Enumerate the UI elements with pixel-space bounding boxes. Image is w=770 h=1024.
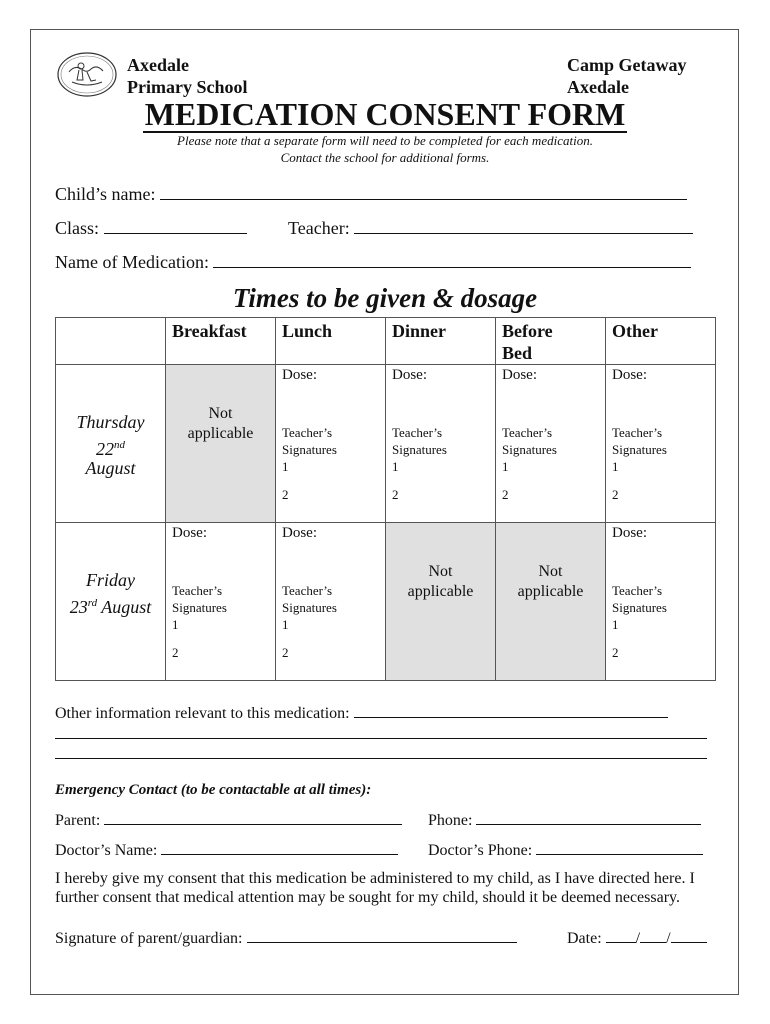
doctor-name-line[interactable] (161, 840, 398, 855)
medication-field[interactable] (55, 252, 691, 273)
medication-label: Name of Medication: (55, 252, 209, 272)
school-name-line2: Primary School (127, 77, 248, 97)
col-dinner: Dinner (386, 318, 496, 365)
camp-name-line2: Axedale (567, 77, 629, 97)
table-row (56, 523, 716, 681)
dose-cell[interactable]: Dose: Teacher’s Signatures 1 2 (606, 365, 716, 523)
col-lunch: Lunch (276, 318, 386, 365)
doctor-phone-line[interactable] (536, 840, 703, 855)
date-separator: / (666, 930, 671, 947)
childs-name-line[interactable] (160, 185, 687, 200)
day-date: 23rd August (69, 597, 152, 617)
childs-name-label: Child’s name: (55, 184, 156, 204)
date-separator: / (635, 930, 641, 947)
signature-line[interactable] (247, 928, 517, 943)
dose-cell[interactable]: Dose: Teacher’s Signatures 1 2 (606, 523, 716, 681)
doctor-phone-label: Doctor’s Phone: (428, 842, 533, 859)
day-cell-thursday (56, 365, 166, 523)
phone-line[interactable] (476, 810, 701, 825)
parent-line[interactable] (104, 810, 402, 825)
date-label: Date: (567, 930, 602, 947)
date-year-line[interactable] (671, 928, 707, 943)
consent-text: I hereby give my consent that this medication be administered to my child, as I have directed here. I further consent that medical attention may be sought for my child, should it be deemed necessary. (55, 870, 695, 906)
not-applicable-cell: Not applicable (166, 365, 276, 523)
dose-cell[interactable]: Dose: Teacher’s Signatures 1 2 (386, 365, 496, 523)
schedule-table (55, 317, 716, 681)
col-breakfast: Breakfast (166, 318, 276, 365)
teacher-label: Teacher: (288, 218, 350, 238)
col-before-bed: Before Bed (496, 318, 606, 365)
school-logo-icon (57, 52, 117, 97)
class-label: Class: (55, 218, 100, 238)
corner-cell (56, 318, 166, 365)
doctor-name-field[interactable] (55, 840, 398, 860)
day-date: 22nd (96, 439, 125, 459)
doctor-phone-field[interactable] (428, 840, 703, 860)
day-name: Friday (86, 570, 135, 590)
signature-label: Signature of parent/guardian: (55, 930, 243, 947)
doctor-name-label: Doctor’s Name: (55, 842, 158, 859)
phone-label: Phone: (428, 812, 473, 829)
form-title: MEDICATION CONSENT FORM (144, 96, 626, 132)
other-info-label: Other information relevant to this medication: (55, 705, 350, 722)
not-applicable-cell: Not applicable (496, 523, 606, 681)
class-line[interactable] (104, 219, 247, 234)
dose-cell[interactable]: Dose: Teacher’s Signatures 1 2 (276, 523, 386, 681)
dose-cell[interactable]: Dose: Teacher’s Signatures 1 2 (166, 523, 276, 681)
not-applicable-cell: Not applicable (386, 523, 496, 681)
phone-field[interactable] (428, 810, 701, 830)
date-field[interactable] (567, 928, 707, 948)
emergency-heading: Emergency Contact (to be contactable at all times): (55, 782, 372, 798)
table-row (56, 365, 716, 523)
day-cell-friday (56, 523, 166, 681)
medication-line[interactable] (213, 253, 691, 268)
dose-cell[interactable]: Dose: Teacher’s Signatures 1 2 (496, 365, 606, 523)
parent-field[interactable] (55, 810, 402, 830)
date-month-line[interactable] (640, 928, 666, 943)
dose-cell[interactable]: Dose: Teacher’s Signatures 1 2 (276, 365, 386, 523)
other-info-line[interactable] (354, 703, 668, 718)
table-header-row (56, 318, 716, 365)
class-field[interactable] (55, 218, 247, 239)
day-month: August (85, 458, 136, 478)
school-name-line1: Axedale (127, 55, 189, 75)
form-note-line1: Please note that a separate form will need to be completed for each medication. (177, 133, 593, 148)
col-other: Other (606, 318, 716, 365)
parent-label: Parent: (55, 812, 101, 829)
day-name: Thursday (76, 412, 145, 432)
teacher-line[interactable] (354, 219, 693, 234)
schedule-heading: Times to be given & dosage (232, 283, 538, 313)
date-day-line[interactable] (606, 928, 636, 943)
other-info-line[interactable] (55, 744, 707, 759)
other-info-line[interactable] (55, 724, 707, 739)
other-info-field[interactable] (55, 703, 668, 723)
form-note-line2: Contact the school for additional forms. (280, 150, 490, 165)
childs-name-field[interactable] (55, 184, 687, 205)
camp-name-line1: Camp Getaway (567, 55, 687, 75)
signature-field[interactable] (55, 928, 517, 948)
teacher-field[interactable] (288, 218, 693, 239)
